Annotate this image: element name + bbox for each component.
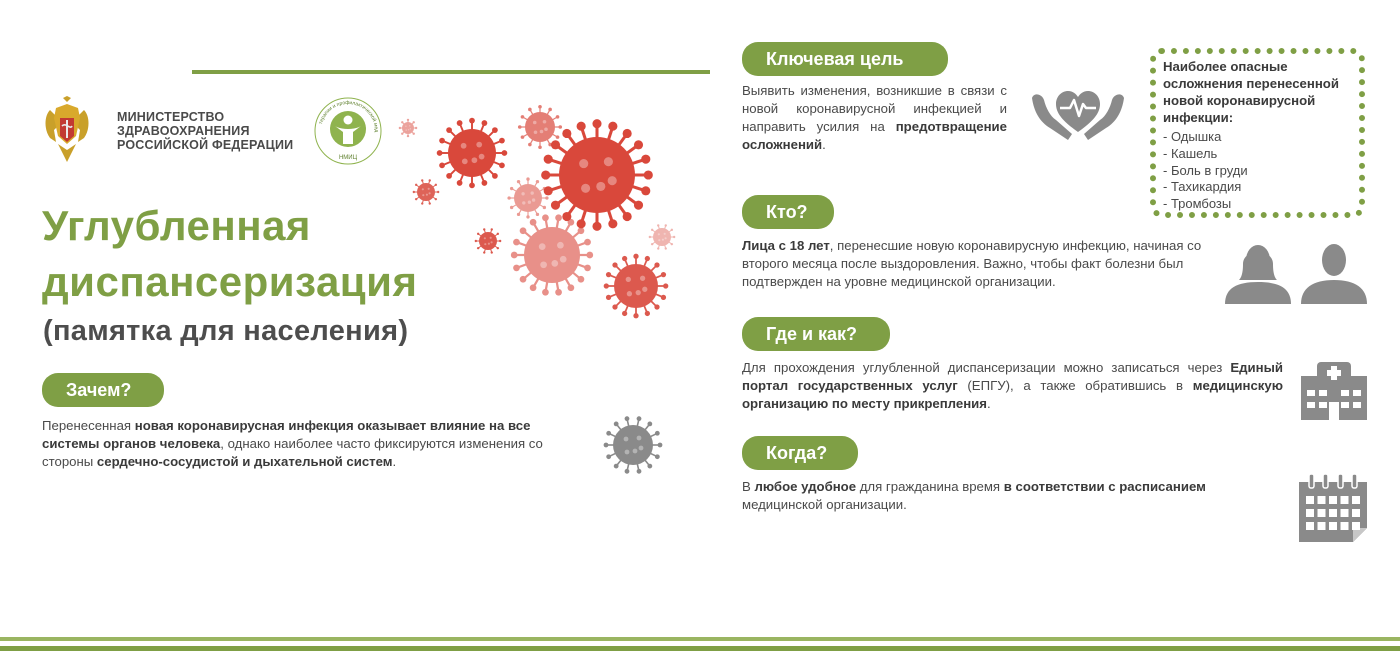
virus-particle (649, 224, 676, 250)
calendar-cell (1306, 496, 1314, 504)
nmic-logo-icon (313, 96, 383, 166)
calendar-cell (1352, 496, 1360, 504)
calendar-cell (1306, 522, 1314, 530)
complication-item: - Тромбозы (1163, 196, 1232, 212)
calendar-icon (1299, 472, 1367, 542)
calendar-cell (1329, 496, 1337, 504)
coronavirus-icon (598, 410, 668, 480)
calendar-cell (1318, 509, 1326, 517)
calendar-cell (1352, 509, 1360, 517)
why-text (42, 417, 574, 471)
page-subtitle: (памятка для населения) (43, 315, 409, 347)
calendar-cell (1329, 509, 1337, 517)
hospital-icon (1301, 360, 1367, 420)
virus-particle (604, 254, 669, 319)
title-line-1: Углубленная (42, 202, 311, 249)
calendar-cell (1318, 522, 1326, 530)
calendar-cell (1341, 509, 1349, 517)
virus-cluster (390, 95, 690, 325)
calendar-cell (1341, 522, 1349, 530)
where-bold-1: Единый портал государственных услуг (742, 360, 1283, 393)
title-line-2: диспансеризация (42, 258, 418, 305)
heart-hands-icon (1030, 82, 1126, 144)
virus-particle (475, 228, 502, 254)
goal-text-1: Выявить изменения, возникшие в связи с новой коронавирусной инфекцией и направить усилия на (742, 83, 1007, 134)
where-label: Где и как? (742, 317, 890, 351)
goal-text-2: . (822, 137, 826, 152)
calendar-cell (1306, 509, 1314, 517)
where-bold-2: медицинскую организацию по месту прикрепления (742, 378, 1283, 411)
ministry-name (117, 110, 293, 152)
complication-item: - Тахикардия (1163, 179, 1242, 195)
bottom-divider-2 (0, 646, 1400, 651)
who-text (742, 237, 1202, 291)
complication-item: - Кашель (1163, 145, 1218, 161)
why-text-3: . (392, 454, 397, 469)
ministry-line-1: МИНИСТЕРСТВО (117, 110, 225, 124)
why-bold-1: новая коронавирусная инфекция оказывает влияние на все системы органов человека (42, 418, 531, 451)
where-text-1: Для прохождения углубленной диспансеризации можно записаться через (742, 360, 1231, 375)
calendar-cell (1329, 522, 1337, 530)
who-bold-1: Лица с 18 лет (742, 238, 830, 253)
when-text-1: В (742, 479, 755, 494)
when-text-2: для гражданина время (856, 479, 1004, 494)
why-bold-2: сердечно-сосудистой и дыхательной систем (96, 454, 393, 469)
ministry-line-2: ЗДРАВООХРАНЕНИЯ (117, 124, 250, 138)
complications-list (1163, 129, 1248, 213)
where-text-2: (ЕПГУ), а также обратившись в (957, 378, 1193, 393)
calendar-cell (1341, 496, 1349, 504)
virus-particle (507, 177, 548, 218)
when-bold-1: любое удобное (754, 479, 857, 494)
why-text-1: Перенесенная (42, 418, 135, 433)
why-text-2: , однако наиболее часто фиксируются изменения со стороны (42, 436, 543, 469)
when-text (742, 478, 1287, 514)
svg-text:терапии и профилактической мед: терапии и профилактической мед (317, 99, 380, 133)
goal-text (742, 82, 1007, 154)
when-label: Когда? (742, 436, 858, 470)
virus-particle (437, 118, 508, 189)
page-title (42, 198, 417, 310)
goal-label: Ключевая цель (742, 42, 948, 76)
ministry-line-3: РОССИЙСКОЙ ФЕДЕРАЦИИ (117, 138, 294, 152)
virus-particle (604, 416, 663, 473)
goal-bold-1: предотвращение осложнений (742, 119, 1007, 152)
people-icon (1225, 238, 1367, 306)
bottom-divider (0, 637, 1400, 641)
where-text (742, 359, 1283, 413)
svg-text:НМИЦ: НМИЦ (338, 155, 358, 161)
virus-particle (399, 119, 418, 138)
calendar-cell (1318, 496, 1326, 504)
complication-item: - Боль в груди (1163, 162, 1248, 178)
when-bold-2: в соответствии с расписанием (1003, 479, 1206, 494)
why-label: Зачем? (42, 373, 164, 407)
where-text-3: . (986, 396, 991, 411)
who-text-1: , перенесшие новую коронавирусную инфекцию, начиная со второго месяца после выздоровления. Важно, чтобы факт болезни был подтвержден на уровне медицинской организации. (742, 238, 1202, 289)
calendar-cell (1352, 522, 1360, 530)
russian-emblem-icon (42, 96, 92, 164)
who-label: Кто? (742, 195, 834, 229)
top-divider (192, 70, 710, 74)
complication-item: - Одышка (1163, 129, 1222, 144)
complications-title: Наиболее опасные осложнения перенесенной новой коронавирусной инфекции: (1163, 59, 1339, 125)
when-text-3: медицинской организации. (742, 497, 907, 512)
virus-particle (413, 179, 440, 205)
